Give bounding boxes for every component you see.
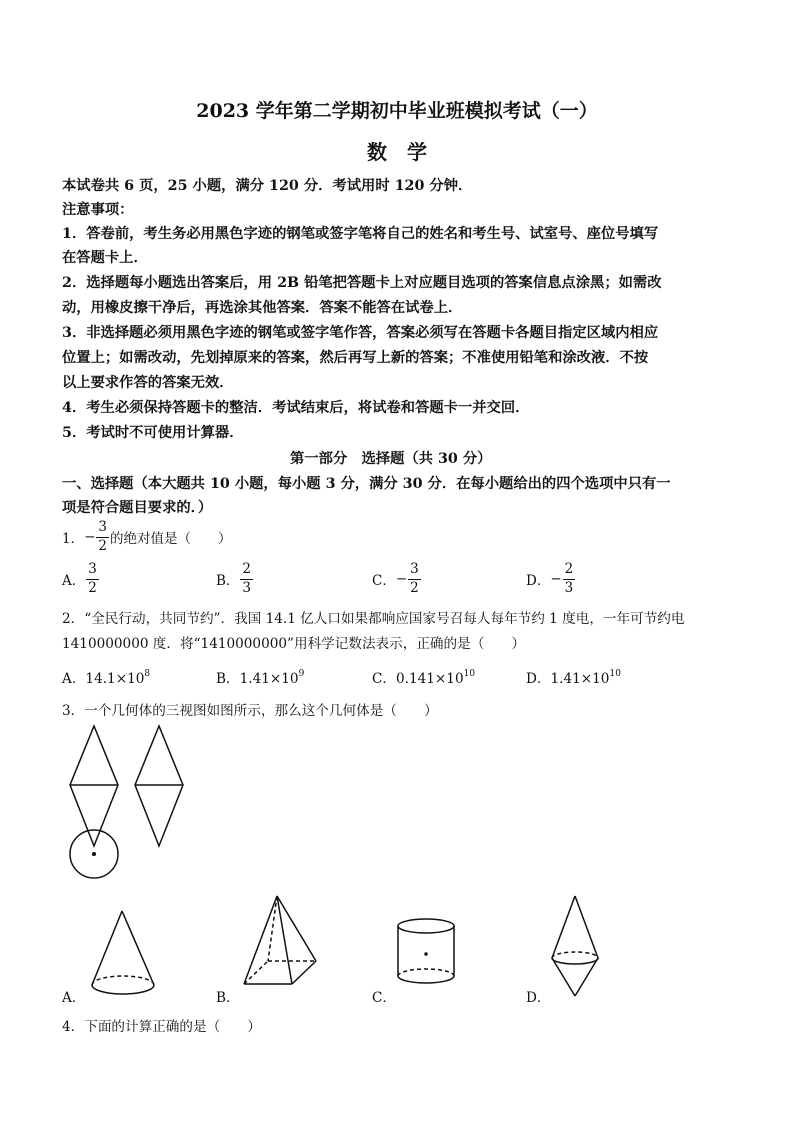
q1-b-num: 2 — [240, 563, 253, 580]
q2-c-label: C． — [372, 671, 396, 687]
q1-num: 3 — [96, 521, 109, 538]
notes-heading: 注意事项： — [62, 202, 134, 218]
q1-a-num: 3 — [86, 563, 99, 580]
q1-a-label: A． — [62, 573, 86, 589]
q1-d-sign: − — [550, 571, 562, 587]
option-c-cylinder-figure — [398, 919, 454, 983]
q4-text: 4．下面的计算正确的是（ ） — [62, 1019, 261, 1035]
note-3-line-3: 以上要求作答的答案无效． — [62, 375, 234, 391]
q1-prefix: 1． — [62, 531, 85, 547]
q1-d-num: 2 — [563, 563, 576, 580]
q2-d-base: 1.41×10 — [550, 671, 610, 687]
q2-a-exp: 8 — [144, 669, 151, 679]
note-2-line-2: 动，用橡皮擦干净后，再选涂其他答案．答案不能答在试卷上． — [62, 300, 463, 316]
note-3-line-1: 3．非选择题必须用黑色字迹的钢笔或签字笔作答，答案必须写在答题卡各题目指定区域内相应 — [62, 325, 659, 341]
q3-text: 3．一个几何体的三视图如图所示，那么这个几何体是（ ） — [62, 703, 438, 719]
note-1-line-2: 在答题卡上． — [62, 250, 148, 266]
note-2-line-1: 2．选择题每小题选出答案后，用 2B 铅笔把答题卡上对应题目选项的答案信息点涂黑；如需改 — [62, 275, 662, 291]
option-a-cone-figure — [92, 911, 154, 994]
q3-option-a-label[interactable]: A． — [62, 990, 86, 1006]
part1-desc-line-1: 一、选择题（本大题共 10 小题，每小题 3 分，满分 30 分．在每小题给出的四个选项中只有一 — [62, 476, 671, 492]
q3-option-c-label[interactable]: C． — [372, 990, 396, 1006]
q1-c-label: C． — [372, 573, 396, 589]
exam-title: 2023 学年第二学期初中毕业班模拟考试（一） — [196, 100, 598, 122]
q1-den: 2 — [98, 537, 107, 554]
note-1-line-1: 1．答卷前，考生务必用黑色字迹的钢笔或签字笔将自己的姓名和考生号、试室号、座位号填写 — [62, 226, 659, 242]
note-3-line-2: 位置上；如需改动，先划掉原来的答案，然后再写上新的答案；不准使用铅笔和涂改液．不按 — [62, 350, 649, 366]
top-view-figure — [70, 830, 118, 878]
q3-option-b-label[interactable]: B． — [216, 990, 240, 1006]
q2-line-1: 2．“全民行动，共同节约”．我国 14.1 亿人口如果都响应国家号召每人每年节约 1 度电，一年可节约电 — [62, 611, 685, 627]
q1-c-num: 3 — [408, 563, 421, 580]
exam-summary: 本试卷共 6 页，25 小题，满分 120 分．考试用时 120 分钟． — [62, 178, 473, 194]
q2-b-label: B． — [216, 671, 240, 687]
note-4: 4．考生必须保持答题卡的整洁．考试结束后，将试卷和答题卡一并交回． — [62, 400, 530, 416]
q1-d-label: D． — [526, 573, 551, 589]
q2-d-label: D． — [526, 671, 551, 687]
q1-d-den: 3 — [564, 579, 574, 596]
q1-suffix: 的绝对值是（ ） — [110, 531, 232, 547]
q2-c-base: 0.141×10 — [396, 671, 464, 687]
side-view-figure — [135, 726, 183, 846]
option-b-pyramid-figure — [244, 896, 316, 984]
q2-d-exp: 10 — [609, 669, 621, 679]
front-view-figure — [70, 726, 118, 846]
q2-line-2: 1410000000 度．将“1410000000”用科学记数法表示，正确的是（ ） — [62, 636, 526, 652]
q2-a-base: 14.1×10 — [85, 671, 145, 687]
subject-title: 数 学 — [367, 140, 427, 164]
q1-minus: − — [84, 529, 96, 545]
q2-c-exp: 10 — [463, 669, 476, 679]
q2-b-base: 1.41×10 — [239, 671, 299, 687]
part1-heading: 第一部分 选择题（共 30 分） — [290, 451, 492, 467]
option-d-double-cone-figure — [552, 896, 598, 996]
part1-desc-line-2: 项是符合题目要求的．） — [62, 500, 213, 516]
q1-b-den: 3 — [242, 579, 252, 596]
q1-c-den: 2 — [410, 579, 419, 596]
note-5: 5．考试时不可使用计算器． — [62, 425, 244, 441]
q2-a-label: A． — [62, 671, 86, 687]
q3-option-d-label[interactable]: D． — [526, 990, 551, 1006]
q1-c-sign: − — [395, 571, 408, 587]
q2-b-exp: 9 — [298, 669, 305, 679]
q1-a-den: 2 — [88, 579, 97, 596]
q1-b-label: B． — [216, 573, 240, 589]
